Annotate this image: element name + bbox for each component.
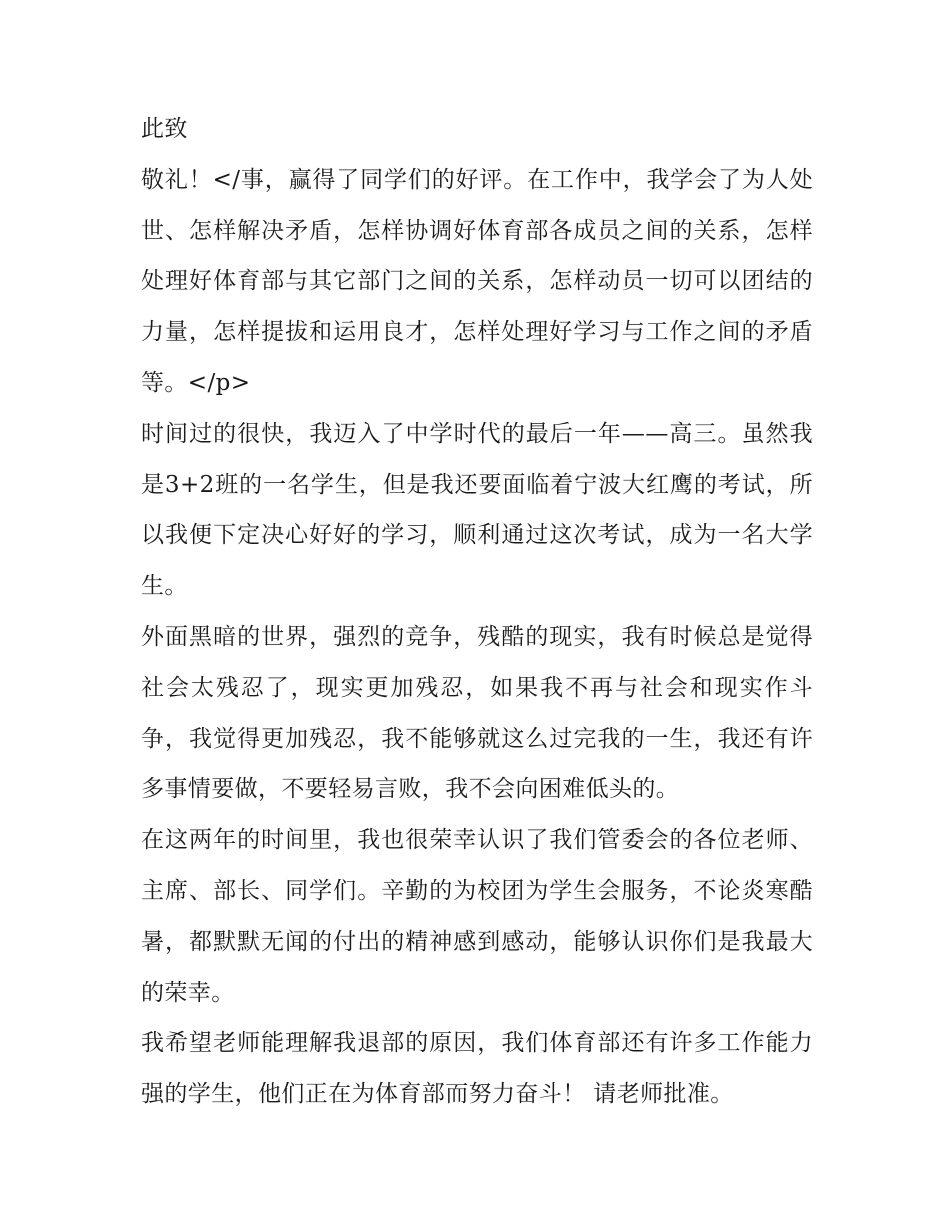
paragraph-outside-world: 外面黑暗的世界，强烈的竞争，残酷的现实，我有时候总是觉得社会太残忍了，现实更加残忍，如果我不再与社会和现实作斗争，我觉得更加残忍，我不能够就这么过完我的一生，我还有许多事情要做，不要轻易言败，我不会向困难低头的。 — [141, 623, 813, 803]
paragraph-work-experience: 敬礼！</事，赢得了同学们的好评。在工作中，我学会了为人处世、怎样解决矛盾，怎样协调好体育部各成员之间的关系，怎样处理好体育部与其它部门之间的关系，怎样动员一切可以团结的力量，怎样提拔和运用良才，怎样处理好学习与工作之间的矛盾等。</p> — [141, 166, 813, 396]
paragraph-senior-year: 时间过的很快，我迈入了中学时代的最后一年——高三。虽然我是3+2班的一名学生，但是我还要面临着宁波大红鹰的考试，所以我便下定决心好好的学习，顺利通过这次考试，成为一名大学生。 — [141, 420, 813, 600]
paragraph-request: 我希望老师能理解我退部的原因，我们体育部还有许多工作能力强的学生，他们正在为体育部而努力奋斗！ 请老师批准。 — [141, 1030, 813, 1108]
closing-salutation: 此致 — [141, 116, 188, 142]
letter-body — [141, 104, 813, 1120]
paragraph-gratitude: 在这两年的时间里，我也很荣幸认识了我们管委会的各位老师、主席、部长、同学们。辛勤的为校团为学生会服务，不论炎寒酷暑，都默默无闻的付出的精神感到感动，能够认识你们是我最大的荣幸。 — [141, 827, 813, 1006]
